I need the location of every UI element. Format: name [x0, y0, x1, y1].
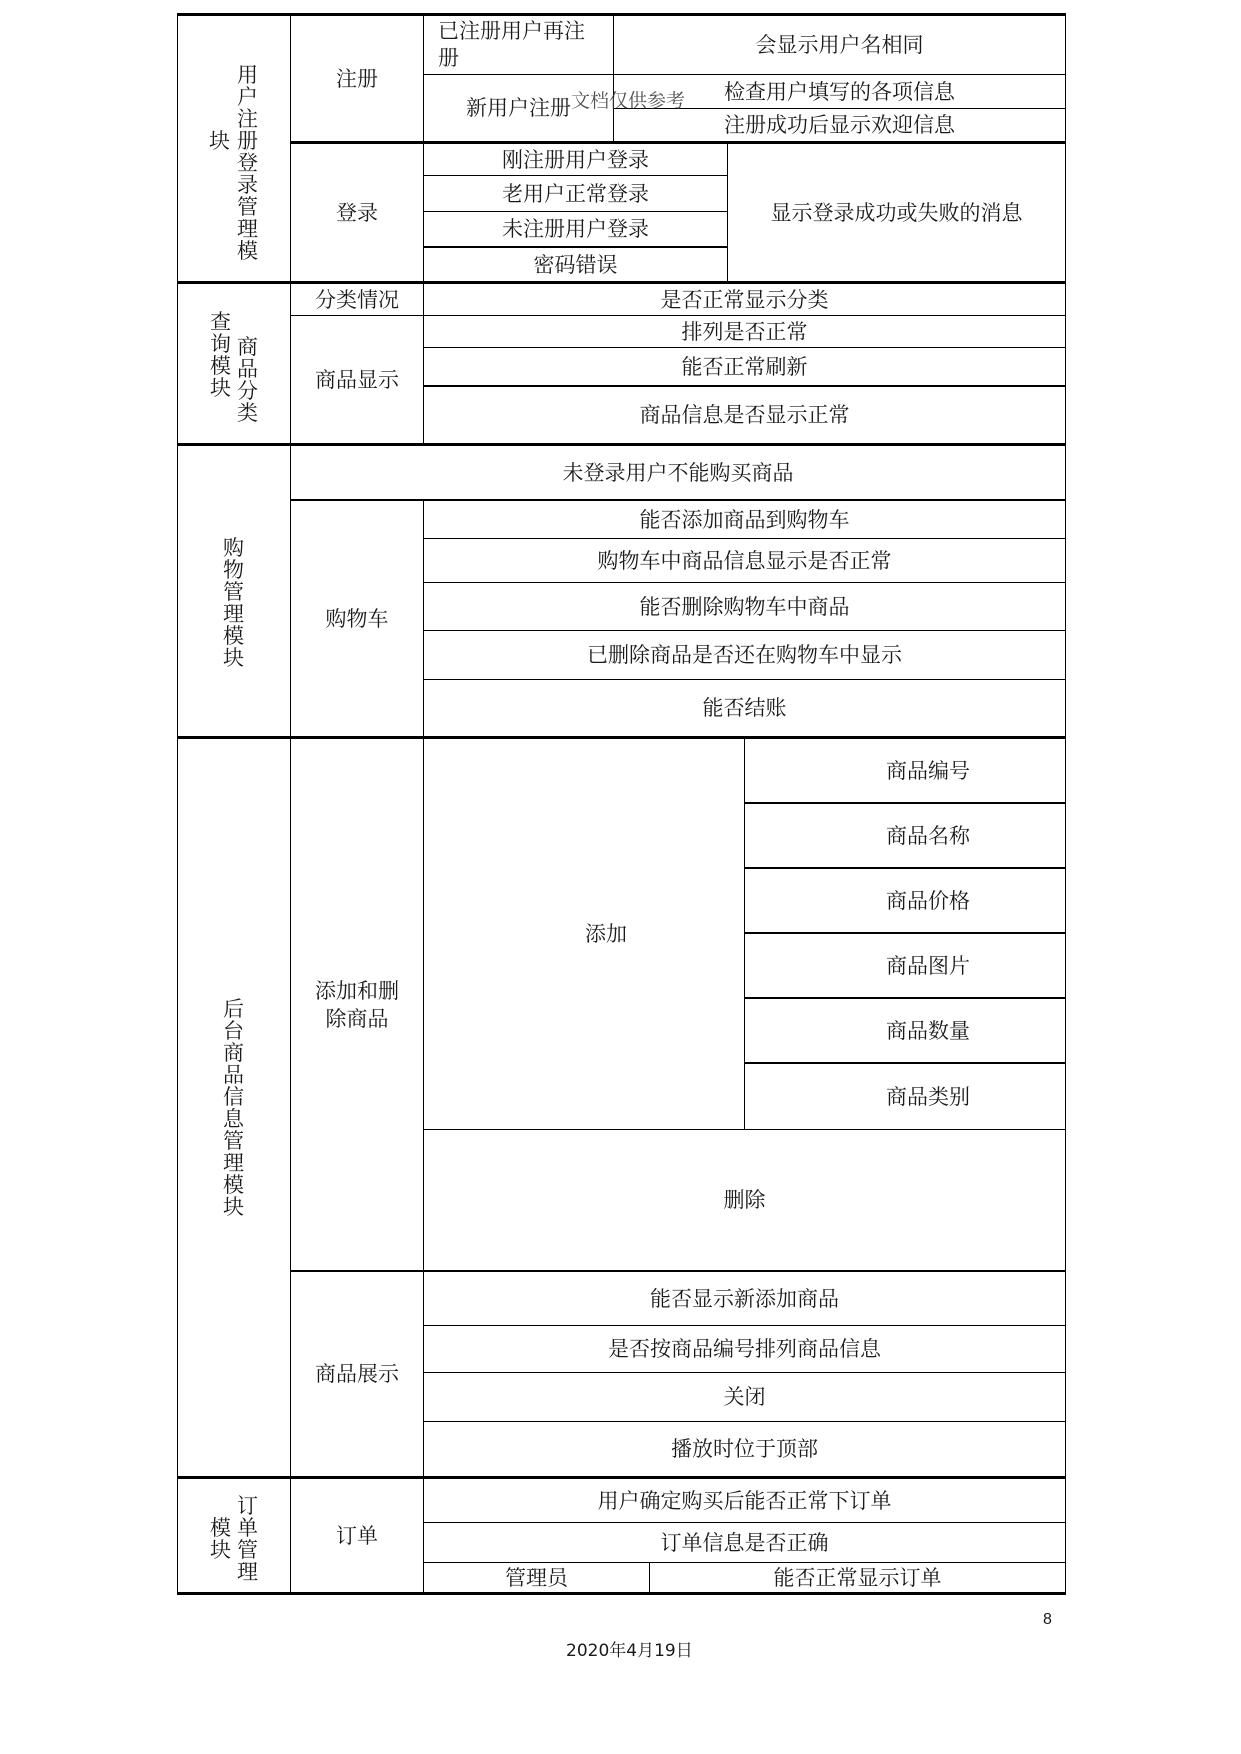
module-cell-order	[177, 1478, 291, 1595]
module-label-char: 理	[237, 217, 258, 241]
module-label-backend	[223, 998, 244, 1218]
cart-result-2: 购物车中商品信息显示是否正常	[423, 538, 1066, 583]
cart-result-3: 能否删除购物车中商品	[423, 582, 1066, 631]
module-label-char: 模	[223, 1173, 244, 1197]
module-label-char: 订	[237, 1494, 258, 1518]
module-label-char: 块	[223, 646, 244, 670]
watermark-text: 文档仅供参考	[571, 90, 686, 112]
module-label-char: 管	[223, 1129, 244, 1153]
module-label-char: 登	[237, 151, 258, 175]
display-result-2: 能否正常刷新	[423, 347, 1066, 387]
module-label-query-col2	[237, 336, 258, 424]
module-label-char: 购	[223, 536, 244, 560]
module-label-char: 商	[223, 1041, 244, 1065]
login-case-4: 密码错误	[423, 247, 728, 284]
page-number: 8	[1043, 1611, 1052, 1628]
add-field-3: 商品价格	[744, 868, 1066, 934]
module-label-char: 模	[223, 624, 244, 648]
category-label: 分类情况	[290, 283, 424, 316]
module-label-char: 录	[237, 173, 258, 197]
guest-rule: 未登录用户不能购买商品	[290, 445, 1066, 501]
module-label-char: 类	[237, 401, 258, 425]
module-label-char: 注	[237, 107, 258, 131]
showcase-result-1: 能否显示新添加商品	[423, 1271, 1066, 1326]
add-field-2: 商品名称	[744, 803, 1066, 869]
admin-result: 能否正常显示订单	[649, 1562, 1066, 1595]
module-label-char: 模	[237, 239, 258, 263]
module-label-user	[237, 64, 258, 262]
delete-label: 删除	[423, 1129, 1066, 1272]
add-field-4: 商品图片	[744, 933, 1066, 999]
cart-label: 购物车	[290, 500, 424, 739]
register-case-existing-result: 会显示用户名相同	[613, 13, 1066, 75]
module-label-char: 块	[209, 129, 230, 153]
footer-date: 2020年4月19日	[566, 1641, 693, 1661]
module-label-char: 询	[210, 332, 231, 356]
module-label-char: 理	[223, 1151, 244, 1175]
login-label: 登录	[290, 143, 424, 284]
add-field-1: 商品编号	[744, 738, 1066, 804]
module-label-char: 户	[237, 85, 258, 109]
module-label-char: 后	[223, 997, 244, 1021]
display-result-3: 商品信息是否显示正常	[423, 386, 1066, 446]
add-label-text: 添加	[585, 922, 627, 946]
module-label-char: 块	[223, 1195, 244, 1219]
module-label-char: 物	[223, 558, 244, 582]
register-label: 注册	[290, 13, 424, 144]
module-label-order-col2	[237, 1495, 258, 1583]
module-label-char: 理	[223, 602, 244, 626]
module-label-char: 用	[237, 63, 258, 87]
register-case-new: 新用户注册	[423, 74, 614, 144]
category-result: 是否正常显示分类	[423, 283, 1066, 316]
module-label-char: 理	[237, 1560, 258, 1584]
module-label-char: 息	[223, 1107, 244, 1131]
module-label-char: 品	[223, 1063, 244, 1087]
module-label-user-tail	[209, 130, 230, 152]
module-cell-query	[177, 283, 291, 446]
module-label-char: 管	[237, 195, 258, 219]
showcase-result-3: 关闭	[423, 1372, 1066, 1422]
register-case-new-result-2: 注册成功后显示欢迎信息	[613, 108, 1066, 144]
showcase-label: 商品展示	[290, 1271, 424, 1479]
add-label	[423, 738, 745, 1130]
module-label-char: 台	[223, 1019, 244, 1043]
module-label-char: 模	[210, 354, 231, 378]
login-case-2: 老用户正常登录	[423, 175, 728, 212]
add-delete-label: 添加和删除商品	[290, 738, 424, 1272]
login-case-1: 刚注册用户登录	[423, 143, 728, 176]
module-label-order-col1	[210, 1517, 231, 1561]
display-result-1: 排列是否正常	[423, 315, 1066, 348]
showcase-result-2: 是否按商品编号排列商品信息	[423, 1325, 1066, 1373]
admin-label: 管理员	[423, 1562, 650, 1595]
module-cell-user	[177, 13, 291, 284]
register-case-new-result-1: 检查用户填写的各项信息	[613, 74, 1066, 109]
login-result: 显示登录成功或失败的消息	[727, 143, 1066, 284]
module-label-char: 商	[237, 335, 258, 359]
order-result-1: 用户确定购买后能否正常下订单	[423, 1478, 1066, 1523]
cart-result-4: 已删除商品是否还在购物车中显示	[423, 630, 1066, 680]
module-label-char: 品	[237, 357, 258, 381]
module-label-query-col1	[210, 311, 231, 399]
module-label-char: 分	[237, 379, 258, 403]
module-label-char: 查	[210, 310, 231, 334]
add-field-6: 商品类别	[744, 1063, 1066, 1130]
module-label-char: 单	[237, 1516, 258, 1540]
cart-result-1: 能否添加商品到购物车	[423, 500, 1066, 539]
module-label-shopping	[223, 537, 244, 669]
module-label-char: 模	[210, 1516, 231, 1540]
add-field-5: 商品数量	[744, 998, 1066, 1064]
order-label: 订单	[290, 1478, 424, 1595]
module-label-char: 块	[210, 1538, 231, 1562]
module-label-char: 块	[210, 376, 231, 400]
showcase-result-4: 播放时位于顶部	[423, 1421, 1066, 1479]
cart-result-5: 能否结账	[423, 679, 1066, 739]
module-label-char: 管	[223, 580, 244, 604]
module-label-char: 册	[237, 129, 258, 153]
module-label-char: 管	[237, 1538, 258, 1562]
login-case-3: 未注册用户登录	[423, 211, 728, 248]
register-case-existing: 已注册用户再注册	[423, 13, 614, 75]
display-label: 商品显示	[290, 315, 424, 446]
module-label-char: 信	[223, 1085, 244, 1109]
order-result-2: 订单信息是否正确	[423, 1522, 1066, 1563]
